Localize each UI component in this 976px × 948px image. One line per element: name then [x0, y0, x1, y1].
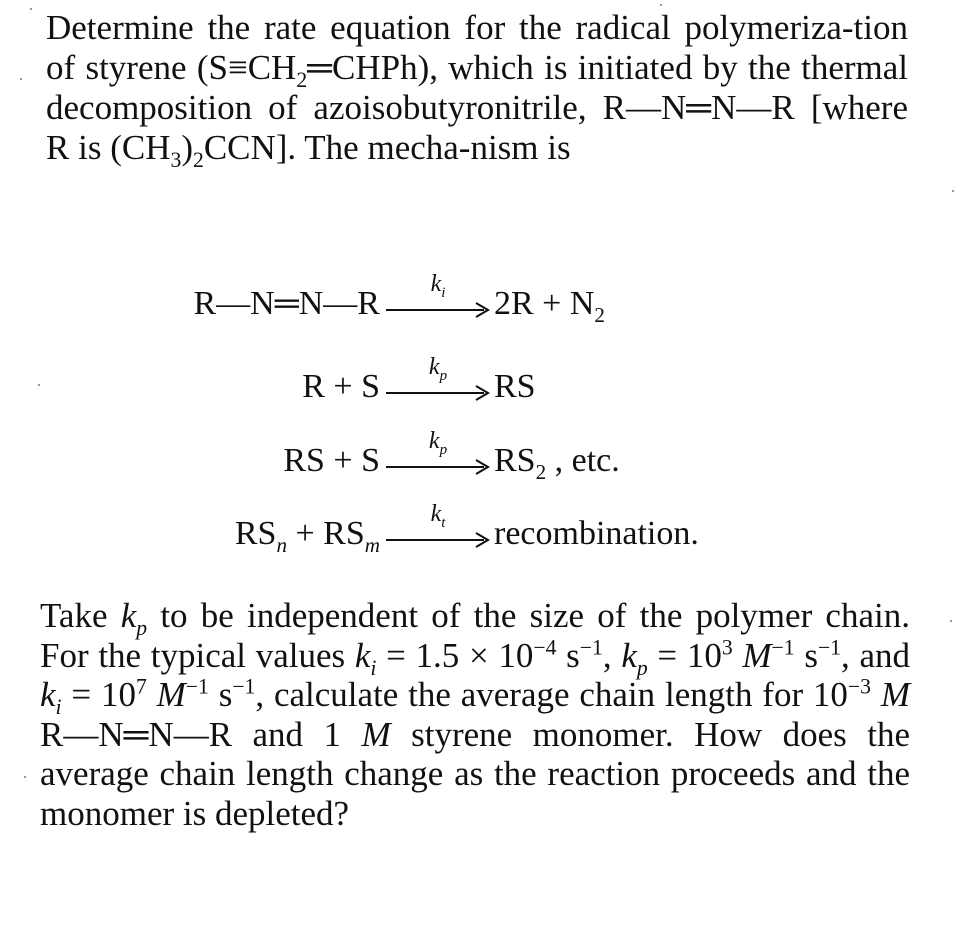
- rate-constant-label: $k_i$: [430, 271, 446, 301]
- intro-text: Determine the rate equation for the radical polymeriza-tion of styrene (S: [46, 8, 908, 87]
- products: $2R + N_2$: [494, 285, 605, 327]
- scan-speck: [660, 4, 662, 6]
- question-paragraph: Take $k_p$ to be independent of the size of the polymer chain. For the typical values $k_i = 1.5 \times 10^{-4}$ $s^{-1}$, $k_p = 10^3$ $M^{-1}$ $s^{-1}$, and $k_i = 10^7$ $M^{-1}$ $s^{-1}$, calculate the average chain length for $10^{-3}$ M R—N═N—R and 1 M styrene monomer. How does the average chain length change as the reaction proceeds and the monomer is depleted?: [40, 596, 911, 833]
- reaction-arrow: [384, 271, 492, 329]
- rate-constant-label: $k_p$: [428, 354, 448, 384]
- scan-speck: [20, 78, 22, 80]
- reaction-arrow: [384, 428, 492, 486]
- reaction-arrow: [384, 501, 492, 559]
- scan-speck: [30, 8, 32, 10]
- reactants: R—N═N—R: [193, 285, 380, 322]
- scan-speck: [38, 384, 40, 386]
- products: $RS_2$ , etc.: [494, 442, 620, 484]
- reactants: R + S: [302, 368, 380, 405]
- reactants: $RS_n + RS_m$: [234, 515, 380, 557]
- products: RS: [494, 368, 536, 405]
- scan-speck: [950, 620, 952, 622]
- intro-paragraph: Determine the rate equation for the radical polymeriza-tion of styrene $(S\equiv CH_2═CHPh)$, which is initiated by the thermal decomposition of azoisobutyronitrile, R—N═N—R [where R is $(CH_3)_2CCN$]. The mecha-nism is: [46, 8, 908, 172]
- reactants: RS + S: [283, 442, 380, 479]
- rate-constant-label: $k_t$: [430, 501, 446, 531]
- products: recombination.: [494, 515, 699, 552]
- rate-constant-label: $k_p$: [428, 428, 448, 458]
- reaction-arrow: [384, 354, 492, 412]
- scan-speck: [24, 776, 26, 778]
- scan-speck: [952, 190, 954, 192]
